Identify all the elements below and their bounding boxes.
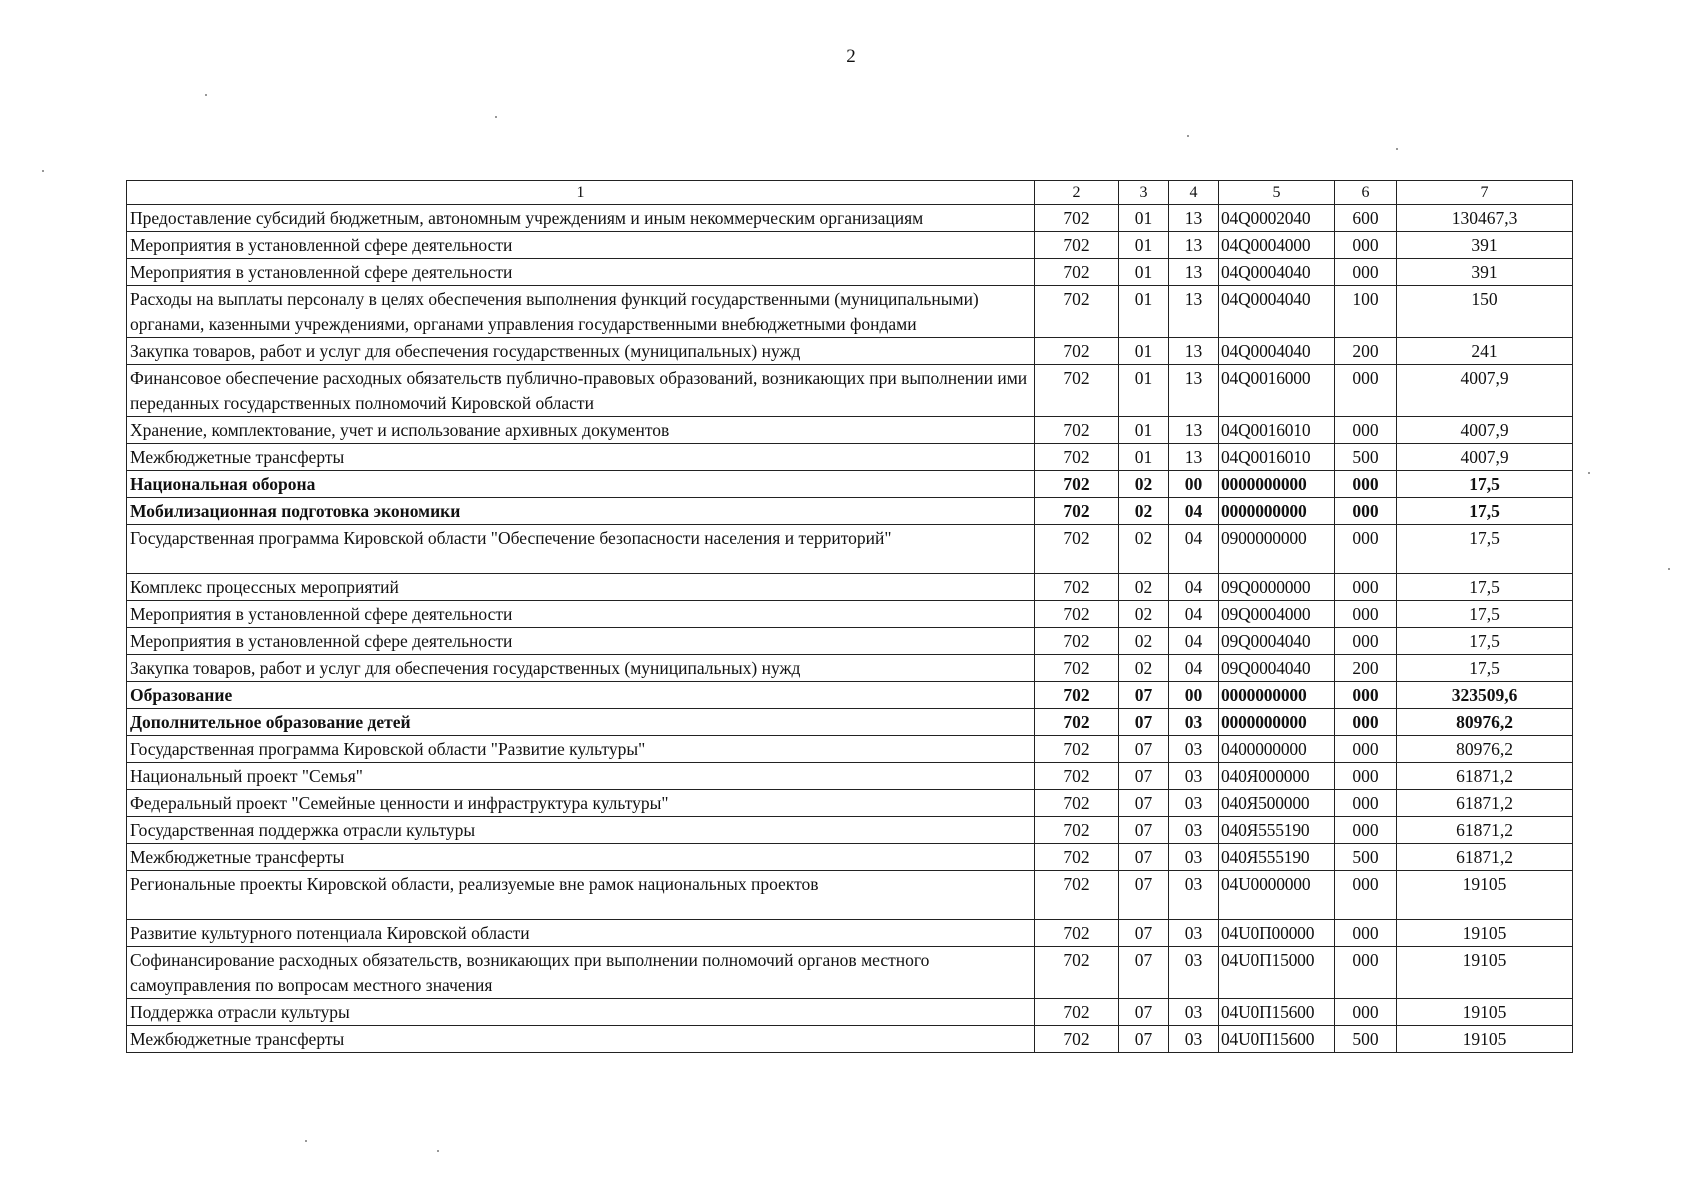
row-section-cell: 01 xyxy=(1119,365,1169,417)
row-subsection-cell: 13 xyxy=(1169,417,1219,444)
row-name-cell: Закупка товаров, работ и услуг для обеспечения государственных (муниципальных) нужд xyxy=(127,655,1035,682)
scan-speck xyxy=(42,170,44,172)
row-admin-code-cell: 702 xyxy=(1035,417,1119,444)
row-section-cell: 07 xyxy=(1119,790,1169,817)
table-row xyxy=(127,920,1573,947)
header-cell-5: 5 xyxy=(1219,181,1335,205)
row-target-article-cell: 04U0П15600 xyxy=(1219,1026,1335,1053)
table-row xyxy=(127,525,1573,574)
row-target-article-cell: 04Q0004040 xyxy=(1219,259,1335,286)
row-name-cell: Расходы на выплаты персоналу в целях обеспечения выполнения функций государственными (муниципальными) органами, казенными учреждениями, органами управления государственными внебюджетными фондами xyxy=(127,286,1035,338)
row-expense-type-cell: 000 xyxy=(1335,417,1397,444)
row-subsection-cell: 03 xyxy=(1169,871,1219,920)
row-admin-code-cell: 702 xyxy=(1035,655,1119,682)
row-name-cell: Образование xyxy=(127,682,1035,709)
row-expense-type-cell: 000 xyxy=(1335,232,1397,259)
row-amount-cell: 241 xyxy=(1397,338,1573,365)
row-subsection-cell: 13 xyxy=(1169,259,1219,286)
row-admin-code-cell: 702 xyxy=(1035,999,1119,1026)
row-subsection-cell: 13 xyxy=(1169,232,1219,259)
table-body xyxy=(127,181,1573,1053)
table-row xyxy=(127,628,1573,655)
scan-speck xyxy=(495,116,497,118)
row-amount-cell: 19105 xyxy=(1397,871,1573,920)
row-admin-code-cell: 702 xyxy=(1035,709,1119,736)
row-expense-type-cell: 000 xyxy=(1335,947,1397,999)
row-amount-cell: 323509,6 xyxy=(1397,682,1573,709)
row-admin-code-cell: 702 xyxy=(1035,682,1119,709)
row-admin-code-cell: 702 xyxy=(1035,525,1119,574)
row-target-article-cell: 04Q0004000 xyxy=(1219,232,1335,259)
row-target-article-cell: 04Q0004040 xyxy=(1219,286,1335,338)
row-expense-type-cell: 000 xyxy=(1335,817,1397,844)
table-row xyxy=(127,574,1573,601)
row-name-cell: Мероприятия в установленной сфере деятельности xyxy=(127,628,1035,655)
row-name-cell: Хранение, комплектование, учет и использование архивных документов xyxy=(127,417,1035,444)
header-cell-1: 1 xyxy=(127,181,1035,205)
row-section-cell: 07 xyxy=(1119,817,1169,844)
row-section-cell: 07 xyxy=(1119,844,1169,871)
row-target-article-cell: 04Q0016010 xyxy=(1219,417,1335,444)
table-row xyxy=(127,601,1573,628)
row-expense-type-cell: 000 xyxy=(1335,259,1397,286)
row-amount-cell: 19105 xyxy=(1397,999,1573,1026)
scan-speck xyxy=(205,94,207,96)
row-name-cell: Развитие культурного потенциала Кировской области xyxy=(127,920,1035,947)
scan-speck xyxy=(305,1140,307,1142)
table-row xyxy=(127,338,1573,365)
row-section-cell: 02 xyxy=(1119,574,1169,601)
row-amount-cell: 17,5 xyxy=(1397,655,1573,682)
row-admin-code-cell: 702 xyxy=(1035,365,1119,417)
row-section-cell: 07 xyxy=(1119,920,1169,947)
row-name-cell: Межбюджетные трансферты xyxy=(127,844,1035,871)
row-name-cell: Национальная оборона xyxy=(127,471,1035,498)
row-amount-cell: 19105 xyxy=(1397,947,1573,999)
row-section-cell: 02 xyxy=(1119,655,1169,682)
table-row xyxy=(127,709,1573,736)
row-admin-code-cell: 702 xyxy=(1035,601,1119,628)
row-name-cell: Государственная программа Кировской области "Обеспечение безопасности населения и территорий" xyxy=(127,525,1035,574)
row-subsection-cell: 13 xyxy=(1169,286,1219,338)
row-name-cell: Финансовое обеспечение расходных обязательств публично-правовых образований, возникающих при выполнении ими переданных государственных полномочий Кировской области xyxy=(127,365,1035,417)
row-subsection-cell: 04 xyxy=(1169,655,1219,682)
row-amount-cell: 130467,3 xyxy=(1397,205,1573,232)
row-expense-type-cell: 000 xyxy=(1335,525,1397,574)
scan-speck xyxy=(1668,568,1670,570)
row-amount-cell: 80976,2 xyxy=(1397,736,1573,763)
row-admin-code-cell: 702 xyxy=(1035,444,1119,471)
row-section-cell: 01 xyxy=(1119,417,1169,444)
row-target-article-cell: 04U0П15000 xyxy=(1219,947,1335,999)
row-admin-code-cell: 702 xyxy=(1035,628,1119,655)
row-expense-type-cell: 000 xyxy=(1335,628,1397,655)
row-subsection-cell: 04 xyxy=(1169,525,1219,574)
table-row xyxy=(127,471,1573,498)
row-expense-type-cell: 000 xyxy=(1335,920,1397,947)
row-subsection-cell: 03 xyxy=(1169,920,1219,947)
row-name-cell: Мероприятия в установленной сфере деятельности xyxy=(127,601,1035,628)
row-name-cell: Закупка товаров, работ и услуг для обеспечения государственных (муниципальных) нужд xyxy=(127,338,1035,365)
row-amount-cell: 61871,2 xyxy=(1397,844,1573,871)
row-target-article-cell: 040Я555190 xyxy=(1219,817,1335,844)
row-admin-code-cell: 702 xyxy=(1035,471,1119,498)
table-header-row xyxy=(127,181,1573,205)
row-admin-code-cell: 702 xyxy=(1035,259,1119,286)
scan-speck xyxy=(1588,472,1590,474)
row-expense-type-cell: 000 xyxy=(1335,999,1397,1026)
row-amount-cell: 17,5 xyxy=(1397,574,1573,601)
row-subsection-cell: 03 xyxy=(1169,947,1219,999)
row-section-cell: 02 xyxy=(1119,498,1169,525)
row-expense-type-cell: 000 xyxy=(1335,709,1397,736)
row-target-article-cell: 040Я000000 xyxy=(1219,763,1335,790)
row-target-article-cell: 0000000000 xyxy=(1219,471,1335,498)
row-expense-type-cell: 000 xyxy=(1335,763,1397,790)
table-row xyxy=(127,682,1573,709)
table-row xyxy=(127,232,1573,259)
row-amount-cell: 17,5 xyxy=(1397,498,1573,525)
row-subsection-cell: 03 xyxy=(1169,790,1219,817)
scan-speck xyxy=(1187,135,1189,137)
row-admin-code-cell: 702 xyxy=(1035,844,1119,871)
row-target-article-cell: 09Q0004040 xyxy=(1219,655,1335,682)
row-expense-type-cell: 000 xyxy=(1335,790,1397,817)
budget-table xyxy=(126,180,1573,1053)
row-amount-cell: 150 xyxy=(1397,286,1573,338)
table-row xyxy=(127,1026,1573,1053)
row-section-cell: 07 xyxy=(1119,1026,1169,1053)
scan-speck xyxy=(1396,148,1398,150)
row-expense-type-cell: 100 xyxy=(1335,286,1397,338)
row-subsection-cell: 03 xyxy=(1169,999,1219,1026)
row-subsection-cell: 13 xyxy=(1169,444,1219,471)
row-name-cell: Мероприятия в установленной сфере деятельности xyxy=(127,232,1035,259)
table-row xyxy=(127,947,1573,999)
row-target-article-cell: 04Q0002040 xyxy=(1219,205,1335,232)
row-target-article-cell: 04U0П15600 xyxy=(1219,999,1335,1026)
table-row xyxy=(127,286,1573,338)
row-admin-code-cell: 702 xyxy=(1035,817,1119,844)
row-target-article-cell: 09Q0004040 xyxy=(1219,628,1335,655)
header-cell-7: 7 xyxy=(1397,181,1573,205)
row-target-article-cell: 04Q0016000 xyxy=(1219,365,1335,417)
row-admin-code-cell: 702 xyxy=(1035,205,1119,232)
row-subsection-cell: 03 xyxy=(1169,709,1219,736)
row-expense-type-cell: 500 xyxy=(1335,1026,1397,1053)
row-section-cell: 07 xyxy=(1119,763,1169,790)
row-target-article-cell: 0000000000 xyxy=(1219,682,1335,709)
row-admin-code-cell: 702 xyxy=(1035,232,1119,259)
table-row xyxy=(127,790,1573,817)
row-expense-type-cell: 000 xyxy=(1335,498,1397,525)
row-amount-cell: 4007,9 xyxy=(1397,365,1573,417)
row-section-cell: 02 xyxy=(1119,471,1169,498)
row-admin-code-cell: 702 xyxy=(1035,871,1119,920)
row-target-article-cell: 040Я500000 xyxy=(1219,790,1335,817)
row-subsection-cell: 04 xyxy=(1169,574,1219,601)
row-amount-cell: 80976,2 xyxy=(1397,709,1573,736)
row-admin-code-cell: 702 xyxy=(1035,790,1119,817)
header-cell-3: 3 xyxy=(1119,181,1169,205)
row-expense-type-cell: 000 xyxy=(1335,736,1397,763)
row-name-cell: Комплекс процессных мероприятий xyxy=(127,574,1035,601)
row-target-article-cell: 0900000000 xyxy=(1219,525,1335,574)
row-amount-cell: 19105 xyxy=(1397,1026,1573,1053)
scan-speck xyxy=(437,1150,439,1152)
table-row xyxy=(127,365,1573,417)
row-amount-cell: 391 xyxy=(1397,259,1573,286)
row-expense-type-cell: 200 xyxy=(1335,655,1397,682)
row-subsection-cell: 03 xyxy=(1169,844,1219,871)
row-subsection-cell: 04 xyxy=(1169,628,1219,655)
row-expense-type-cell: 500 xyxy=(1335,844,1397,871)
row-target-article-cell: 04Q0004040 xyxy=(1219,338,1335,365)
row-target-article-cell: 0000000000 xyxy=(1219,498,1335,525)
row-subsection-cell: 03 xyxy=(1169,1026,1219,1053)
row-expense-type-cell: 600 xyxy=(1335,205,1397,232)
header-cell-6: 6 xyxy=(1335,181,1397,205)
row-name-cell: Региональные проекты Кировской области, реализуемые вне рамок национальных проектов xyxy=(127,871,1035,920)
row-name-cell: Поддержка отрасли культуры xyxy=(127,999,1035,1026)
row-admin-code-cell: 702 xyxy=(1035,736,1119,763)
row-admin-code-cell: 702 xyxy=(1035,498,1119,525)
row-section-cell: 01 xyxy=(1119,205,1169,232)
table-row xyxy=(127,417,1573,444)
table-row xyxy=(127,498,1573,525)
row-subsection-cell: 03 xyxy=(1169,736,1219,763)
row-expense-type-cell: 000 xyxy=(1335,471,1397,498)
row-subsection-cell: 13 xyxy=(1169,205,1219,232)
header-cell-4: 4 xyxy=(1169,181,1219,205)
table-row xyxy=(127,259,1573,286)
table-row xyxy=(127,444,1573,471)
table-row xyxy=(127,844,1573,871)
row-name-cell: Предоставление субсидий бюджетным, автономным учреждениям и иным некоммерческим организациям xyxy=(127,205,1035,232)
row-amount-cell: 17,5 xyxy=(1397,471,1573,498)
row-expense-type-cell: 000 xyxy=(1335,574,1397,601)
row-target-article-cell: 040Я555190 xyxy=(1219,844,1335,871)
row-name-cell: Мероприятия в установленной сфере деятельности xyxy=(127,259,1035,286)
row-name-cell: Софинансирование расходных обязательств, возникающих при выполнении полномочий органов местного самоуправления по вопросам местного значения xyxy=(127,947,1035,999)
row-admin-code-cell: 702 xyxy=(1035,947,1119,999)
row-name-cell: Мобилизационная подготовка экономики xyxy=(127,498,1035,525)
table-row xyxy=(127,871,1573,920)
table-row xyxy=(127,763,1573,790)
row-target-article-cell: 0400000000 xyxy=(1219,736,1335,763)
row-admin-code-cell: 702 xyxy=(1035,920,1119,947)
row-amount-cell: 61871,2 xyxy=(1397,790,1573,817)
row-section-cell: 01 xyxy=(1119,259,1169,286)
row-target-article-cell: 04U0000000 xyxy=(1219,871,1335,920)
row-expense-type-cell: 000 xyxy=(1335,871,1397,920)
row-target-article-cell: 09Q0004000 xyxy=(1219,601,1335,628)
row-target-article-cell: 04Q0016010 xyxy=(1219,444,1335,471)
row-admin-code-cell: 702 xyxy=(1035,338,1119,365)
row-target-article-cell: 09Q0000000 xyxy=(1219,574,1335,601)
row-expense-type-cell: 200 xyxy=(1335,338,1397,365)
row-name-cell: Государственная поддержка отрасли культуры xyxy=(127,817,1035,844)
row-section-cell: 07 xyxy=(1119,947,1169,999)
row-section-cell: 07 xyxy=(1119,736,1169,763)
row-amount-cell: 17,5 xyxy=(1397,525,1573,574)
row-subsection-cell: 13 xyxy=(1169,365,1219,417)
row-name-cell: Межбюджетные трансферты xyxy=(127,444,1035,471)
row-subsection-cell: 03 xyxy=(1169,763,1219,790)
table-row xyxy=(127,817,1573,844)
row-subsection-cell: 00 xyxy=(1169,682,1219,709)
row-amount-cell: 61871,2 xyxy=(1397,817,1573,844)
row-section-cell: 07 xyxy=(1119,871,1169,920)
row-expense-type-cell: 000 xyxy=(1335,365,1397,417)
row-subsection-cell: 00 xyxy=(1169,471,1219,498)
row-subsection-cell: 04 xyxy=(1169,498,1219,525)
row-name-cell: Национальный проект "Семья" xyxy=(127,763,1035,790)
row-section-cell: 01 xyxy=(1119,338,1169,365)
row-section-cell: 01 xyxy=(1119,444,1169,471)
row-name-cell: Дополнительное образование детей xyxy=(127,709,1035,736)
page-number: 2 xyxy=(846,46,856,67)
row-amount-cell: 19105 xyxy=(1397,920,1573,947)
row-amount-cell: 4007,9 xyxy=(1397,444,1573,471)
table-row xyxy=(127,736,1573,763)
row-amount-cell: 17,5 xyxy=(1397,628,1573,655)
row-target-article-cell: 04U0П00000 xyxy=(1219,920,1335,947)
row-name-cell: Федеральный проект "Семейные ценности и инфраструктура культуры" xyxy=(127,790,1035,817)
row-admin-code-cell: 702 xyxy=(1035,574,1119,601)
row-target-article-cell: 0000000000 xyxy=(1219,709,1335,736)
row-amount-cell: 17,5 xyxy=(1397,601,1573,628)
row-section-cell: 07 xyxy=(1119,709,1169,736)
row-section-cell: 01 xyxy=(1119,232,1169,259)
header-cell-2: 2 xyxy=(1035,181,1119,205)
row-amount-cell: 391 xyxy=(1397,232,1573,259)
row-section-cell: 07 xyxy=(1119,682,1169,709)
row-subsection-cell: 03 xyxy=(1169,817,1219,844)
row-expense-type-cell: 500 xyxy=(1335,444,1397,471)
row-admin-code-cell: 702 xyxy=(1035,763,1119,790)
row-amount-cell: 61871,2 xyxy=(1397,763,1573,790)
row-expense-type-cell: 000 xyxy=(1335,601,1397,628)
row-section-cell: 02 xyxy=(1119,525,1169,574)
row-section-cell: 02 xyxy=(1119,601,1169,628)
row-admin-code-cell: 702 xyxy=(1035,286,1119,338)
row-section-cell: 02 xyxy=(1119,628,1169,655)
row-subsection-cell: 04 xyxy=(1169,601,1219,628)
row-name-cell: Государственная программа Кировской области "Развитие культуры" xyxy=(127,736,1035,763)
row-expense-type-cell: 000 xyxy=(1335,682,1397,709)
row-amount-cell: 4007,9 xyxy=(1397,417,1573,444)
row-admin-code-cell: 702 xyxy=(1035,1026,1119,1053)
table-row xyxy=(127,205,1573,232)
table-row xyxy=(127,655,1573,682)
row-name-cell: Межбюджетные трансферты xyxy=(127,1026,1035,1053)
row-section-cell: 07 xyxy=(1119,999,1169,1026)
row-subsection-cell: 13 xyxy=(1169,338,1219,365)
table-row xyxy=(127,999,1573,1026)
row-section-cell: 01 xyxy=(1119,286,1169,338)
